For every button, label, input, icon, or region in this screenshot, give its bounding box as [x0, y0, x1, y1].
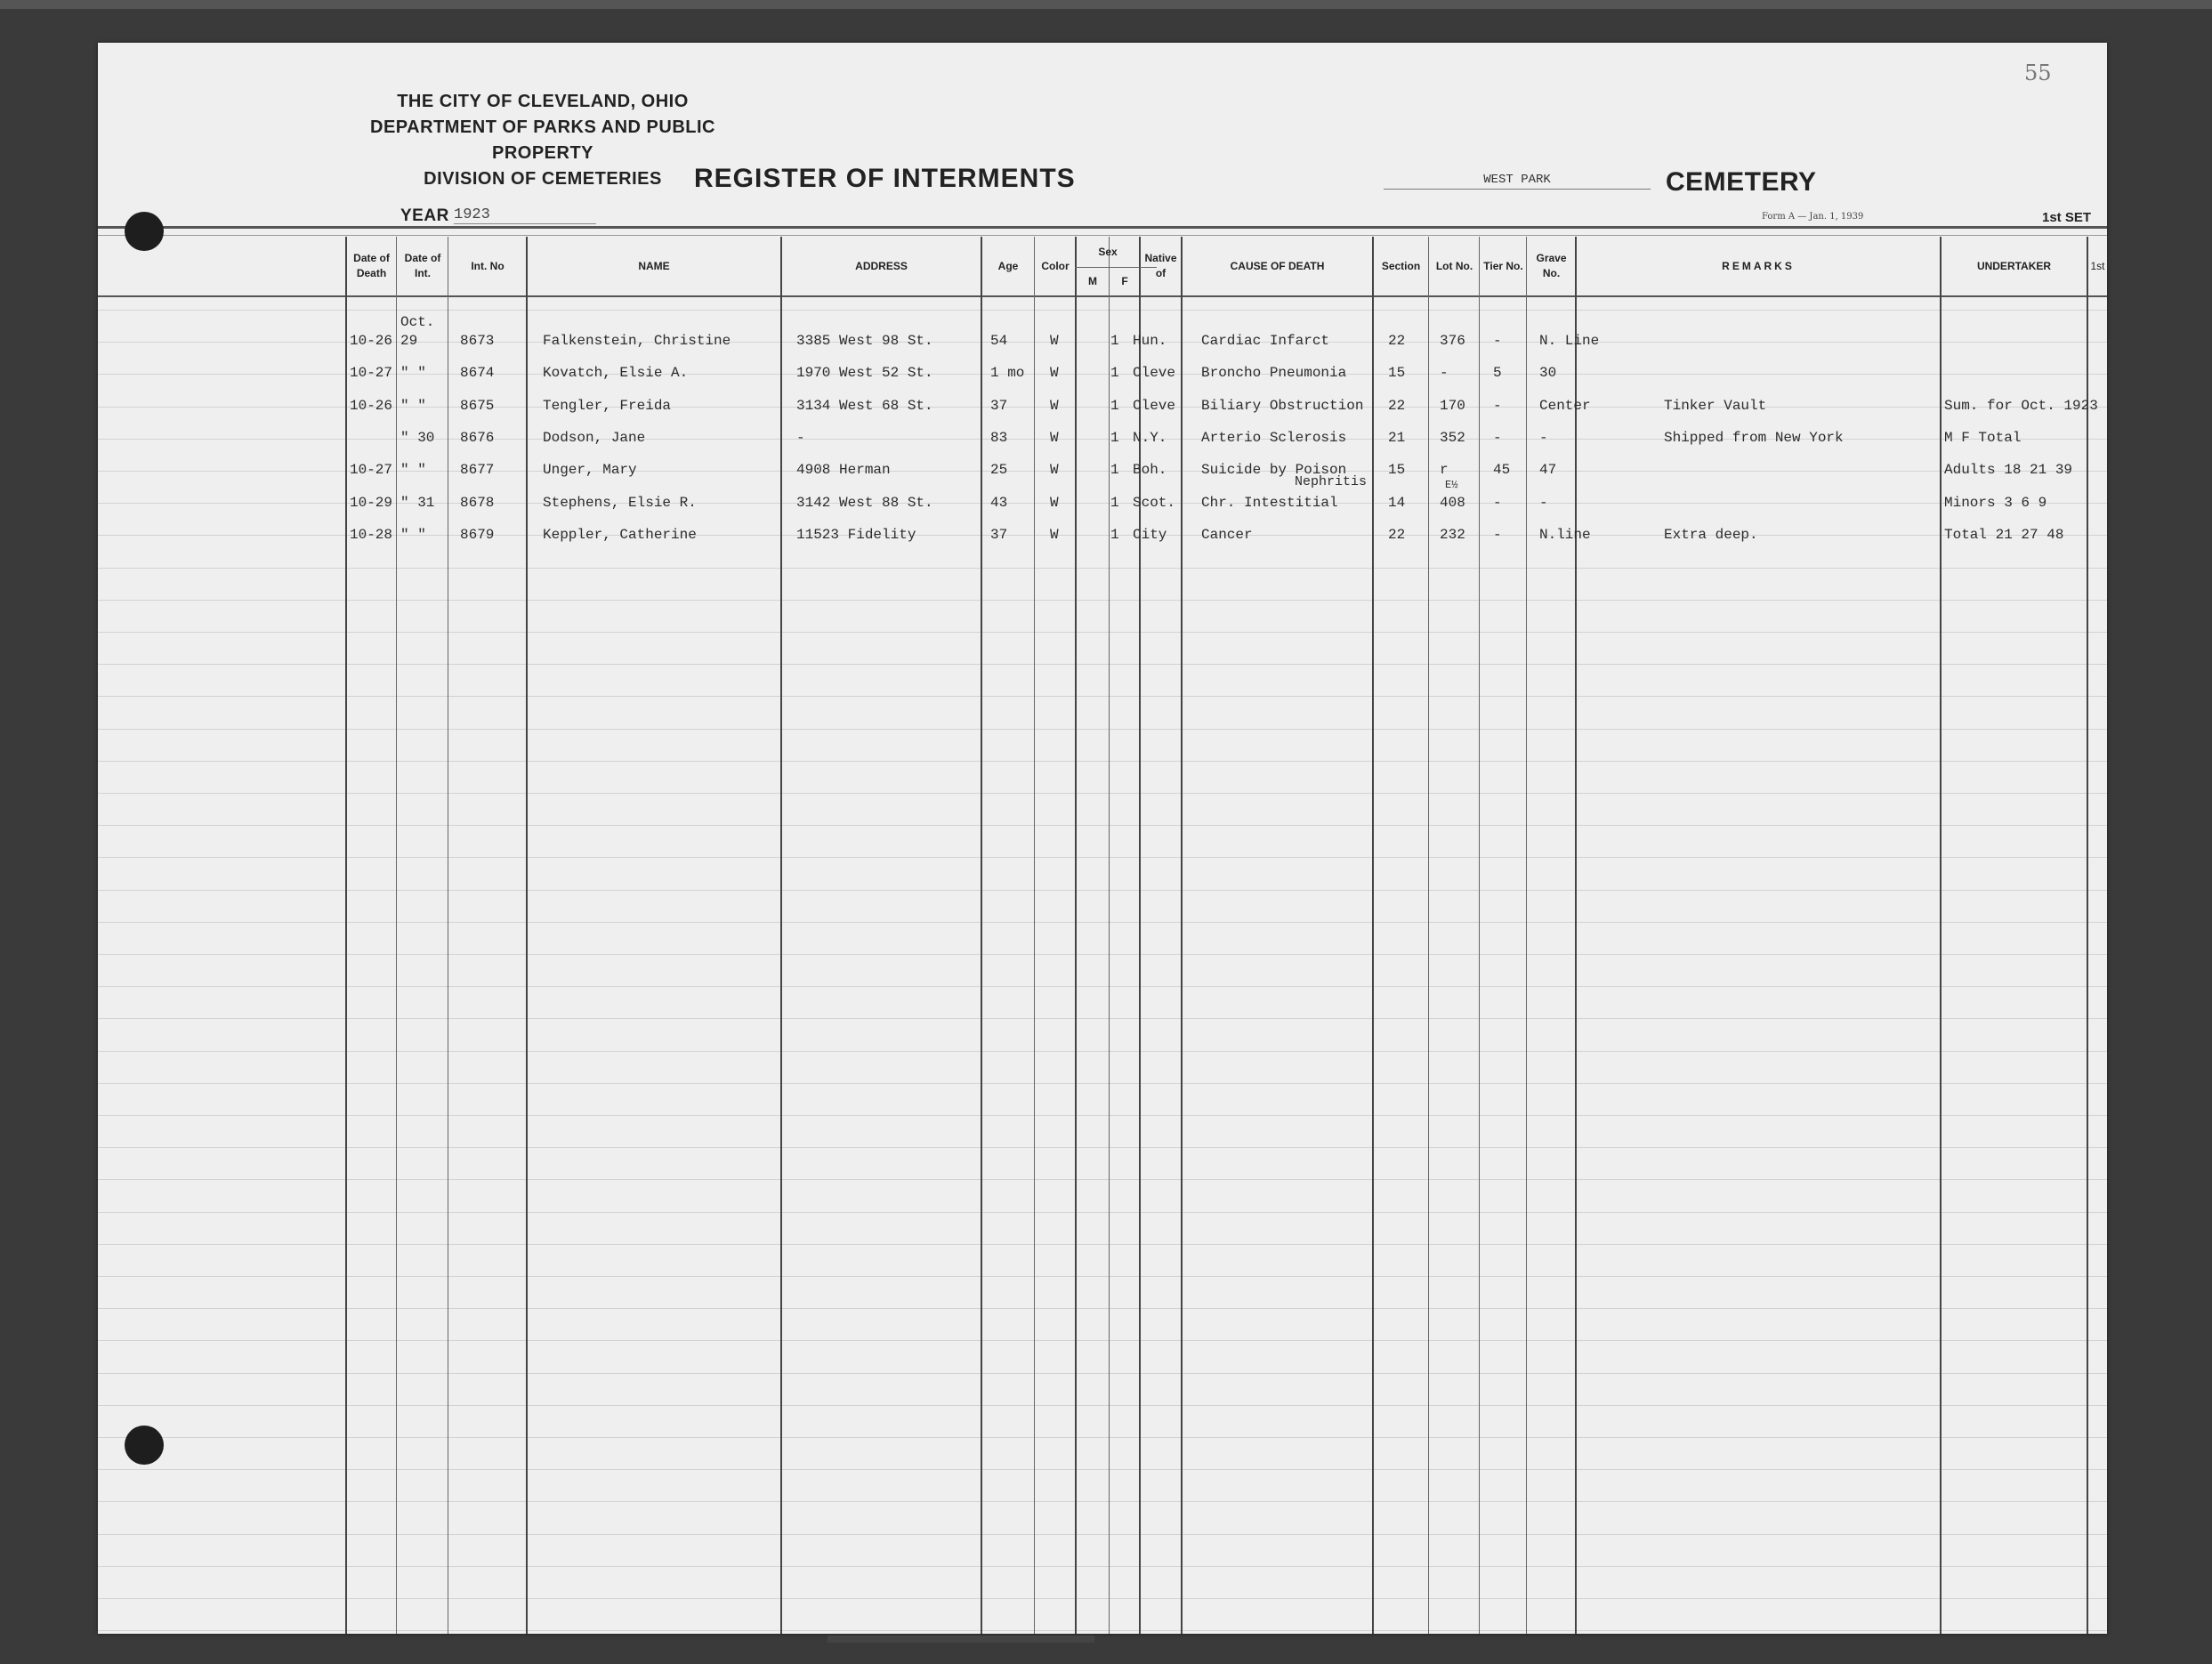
ledger-line [98, 890, 2107, 891]
cell-tier-no: - [1493, 333, 1502, 349]
cell-age: 1 mo [990, 365, 1025, 381]
cell-address: - [796, 430, 805, 446]
cell-lot-no: 352 [1440, 430, 1465, 446]
ledger-line [98, 857, 2107, 858]
cell-tier-no: - [1493, 495, 1502, 511]
cell-cause-of-death: Chr. Intestitial [1201, 495, 1338, 511]
col-header-lot-no: Lot No. [1435, 259, 1473, 272]
ledger-line [98, 1469, 2107, 1470]
ledger-line [98, 1115, 2107, 1116]
binder-hole [125, 1426, 164, 1465]
cell-undertaker: Minors 3 6 9 [1944, 495, 2047, 511]
ledger-line [98, 954, 2107, 955]
cell-color: W [1050, 527, 1059, 543]
cell-int-no: 8676 [460, 430, 495, 446]
cell-age: 54 [990, 333, 1008, 349]
cell-sex-f: 1 [1110, 527, 1119, 543]
column-divider [1372, 237, 1374, 1634]
cell-date-of-int: " 30 [400, 430, 435, 446]
division-title: DIVISION OF CEMETERIES [424, 169, 662, 189]
cell-date-of-int: " 31 [400, 495, 435, 511]
cell-lot-no: - [1440, 365, 1449, 381]
cell-undertaker: M F Total [1944, 430, 2022, 446]
cell-undertaker: Adults 18 21 39 [1944, 462, 2073, 478]
column-divider [981, 237, 982, 1634]
column-divider [1181, 237, 1183, 1634]
header-rule [98, 226, 2107, 229]
ledger-line [98, 1276, 2107, 1277]
cell-grave-no: - [1539, 495, 1548, 511]
cell-grave-no: 47 [1539, 462, 1557, 478]
ledger-line [98, 407, 2107, 408]
cell-remarks: Extra deep. [1664, 527, 1758, 543]
column-divider [1428, 237, 1429, 1634]
col-header-address: ADDRESS [855, 259, 908, 272]
cell-grave-no: 30 [1539, 365, 1557, 381]
cell-address: 3134 West 68 St. [796, 398, 933, 414]
cell-sex-f: 1 [1110, 398, 1119, 414]
cell-tier-no: 45 [1493, 462, 1511, 478]
cell-cause-of-death: Biliary Obstruction [1201, 398, 1364, 414]
cell-sex-f: 1 [1110, 430, 1119, 446]
ledger-line [98, 1083, 2107, 1084]
cell-date-of-int: " " [400, 398, 426, 414]
cell-date-of-int: " " [400, 527, 426, 543]
cell-grave-no: N.line [1539, 527, 1591, 543]
binding-strip [827, 1636, 1094, 1643]
cell-age: 37 [990, 527, 1008, 543]
cell-native-of: Cleve [1133, 398, 1176, 414]
cell-cause-of-death: Cancer [1201, 527, 1253, 543]
cell-date-of-int: " " [400, 365, 426, 381]
column-divider [1075, 237, 1077, 1634]
cell-section: 22 [1388, 527, 1406, 543]
ledger-line [98, 342, 2107, 343]
cell-color: W [1050, 495, 1059, 511]
cell-date-of-death: 10-28 [350, 527, 393, 543]
col-header-name: NAME [638, 259, 670, 272]
cell-tier-no: - [1493, 430, 1502, 446]
ledger-line [98, 664, 2107, 665]
cell-int-no: 8679 [460, 527, 495, 543]
ledger-line [98, 374, 2107, 375]
column-divider [1526, 237, 1527, 1634]
col-header-color: Color [1041, 259, 1070, 272]
cell-date-of-death: 10-27 [350, 365, 393, 381]
cell-lot-no: 408 [1440, 495, 1465, 511]
col-header-tier-no: Tier No. [1483, 259, 1523, 272]
ledger-line [98, 1051, 2107, 1052]
col-header-sex: Sex [1098, 245, 1118, 258]
ledger-line [98, 922, 2107, 923]
cell-age: 43 [990, 495, 1008, 511]
cell-int-no: 8673 [460, 333, 495, 349]
column-divider [1034, 237, 1035, 1634]
cell-address: 4908 Herman [796, 462, 891, 478]
department-title: DEPARTMENT OF PARKS AND PUBLIC PROPERTY [370, 117, 715, 163]
column-divider [2087, 237, 2088, 1634]
col-header-native-of: Native of [1144, 252, 1177, 279]
cell-section: 15 [1388, 462, 1406, 478]
col-header-section: Section [1381, 259, 1421, 272]
col-header-grave-no: Grave No. [1536, 252, 1567, 279]
cell-name: Kovatch, Elsie A. [543, 365, 689, 381]
ledger-line [98, 471, 2107, 472]
ledger-line [98, 986, 2107, 987]
cell-int-no: 8677 [460, 462, 495, 478]
cell-name: Tengler, Freida [543, 398, 672, 414]
ledger-line [98, 535, 2107, 536]
column-divider [396, 237, 397, 1634]
cell-grave-no: N. Line [1539, 333, 1600, 349]
col-header-cause-of-death: CAUSE OF DEATH [1230, 259, 1325, 272]
cell-age: 83 [990, 430, 1008, 446]
col-header-date-of-int: Date of Int. [404, 252, 441, 279]
ledger-line [98, 1018, 2107, 1019]
cell-date-of-int: 29 [400, 333, 418, 349]
cell-date-of-death: 10-26 [350, 398, 393, 414]
col-header-age: Age [997, 259, 1019, 272]
year-label: YEAR [400, 206, 449, 225]
cell-color: W [1050, 398, 1059, 414]
cell-sex-f: 1 [1110, 333, 1119, 349]
cell-name: Keppler, Catherine [543, 527, 697, 543]
header-block [356, 89, 730, 192]
ledger-line [98, 632, 2107, 633]
cell-lot-no: r [1440, 462, 1449, 478]
col-header-date-of-death: Date of Death [353, 252, 390, 279]
cell-remarks: Tinker Vault [1664, 398, 1767, 414]
col-header-int-no: Int. No [471, 259, 505, 272]
ledger-line [98, 310, 2107, 311]
ledger-line [98, 568, 2107, 569]
cell-address: 1970 West 52 St. [796, 365, 933, 381]
cell-name: Dodson, Jane [543, 430, 646, 446]
cell-section: 15 [1388, 365, 1406, 381]
cell-native-of: Boh. [1133, 462, 1167, 478]
column-divider [526, 237, 528, 1634]
column-divider [1109, 237, 1110, 1634]
cell-date-of-death: 10-26 [350, 333, 393, 349]
column-divider [1139, 237, 1141, 1634]
column-divider [780, 237, 782, 1634]
month-note: Oct. [400, 314, 435, 330]
cell-sex-f: 1 [1110, 462, 1119, 478]
column-divider [345, 237, 347, 1634]
cell-address: 3142 West 88 St. [796, 495, 933, 511]
cell-native-of: City [1133, 527, 1167, 543]
cell-name: Stephens, Elsie R. [543, 495, 697, 511]
cell-cause-of-death: Broncho Pneumonia [1201, 365, 1347, 381]
cell-lot-no: 170 [1440, 398, 1465, 414]
ledger-line [98, 1501, 2107, 1502]
city-title: THE CITY OF CLEVELAND, OHIO [397, 92, 689, 111]
cell-sex-f: 1 [1110, 365, 1119, 381]
cell-color: W [1050, 365, 1059, 381]
ledger-line [98, 1212, 2107, 1213]
column-header-rule [98, 295, 2107, 297]
ledger-line [98, 503, 2107, 504]
ledger-line [98, 1179, 2107, 1180]
ledger-line [98, 1373, 2107, 1374]
ledger-line [98, 1437, 2107, 1438]
cell-section: 22 [1388, 333, 1406, 349]
col-header-undertaker: UNDERTAKER [1976, 259, 2052, 272]
cell-native-of: Scot. [1133, 495, 1176, 511]
column-divider [1479, 237, 1480, 1634]
ledger-line [98, 825, 2107, 826]
cell-native-of: N.Y. [1133, 430, 1167, 446]
cell-section: 22 [1388, 398, 1406, 414]
cell-native-of: Hun. [1133, 333, 1167, 349]
cell-tier-no: - [1493, 527, 1502, 543]
cell-undertaker: Total 21 27 48 [1944, 527, 2064, 543]
cemetery-name: WEST PARK [1384, 173, 1651, 190]
set-label: 1st SET [2042, 210, 2092, 225]
col-header-remarks: REMARKS [1722, 259, 1795, 272]
ledger-line [98, 696, 2107, 697]
cell-sex-f: 1 [1110, 495, 1119, 511]
column-divider [1575, 237, 1577, 1634]
cell-date-of-death: 10-27 [350, 462, 393, 478]
ledger-line [98, 793, 2107, 794]
cell-grave-no: Center [1539, 398, 1591, 414]
cemetery-label: CEMETERY [1666, 167, 1817, 197]
lot-note: E½ [1445, 479, 1458, 491]
ledger-line [98, 761, 2107, 762]
cell-date-of-int: " " [400, 462, 426, 478]
year-value: 1923 [454, 206, 596, 224]
cell-lot-no: 232 [1440, 527, 1465, 543]
ledger-line [98, 1405, 2107, 1406]
header-rule-secondary [98, 235, 2107, 236]
cell-address: 3385 West 98 St. [796, 333, 933, 349]
form-note: Form A — Jan. 1, 1939 [1762, 212, 1864, 222]
ledger-line [98, 1630, 2107, 1631]
col-header-sex-f: F [1121, 275, 1128, 287]
binder-hole [125, 212, 164, 251]
ledger-line [98, 1147, 2107, 1148]
cell-name: Unger, Mary [543, 462, 637, 478]
cell-tier-no: - [1493, 398, 1502, 414]
ledger-line [98, 1244, 2107, 1245]
cell-cause-of-death: Arterio Sclerosis [1201, 430, 1347, 446]
cell-grave-no: - [1539, 430, 1548, 446]
ledger-line [98, 1340, 2107, 1341]
cell-age: 37 [990, 398, 1008, 414]
cell-address: 11523 Fidelity [796, 527, 916, 543]
cell-age: 25 [990, 462, 1008, 478]
cell-tier-no: 5 [1493, 365, 1502, 381]
cell-section: 14 [1388, 495, 1406, 511]
scan-edge [0, 0, 2212, 9]
ledger-line [98, 600, 2107, 601]
cell-cause-of-death: Cardiac Infarct [1201, 333, 1330, 349]
cell-int-no: 8678 [460, 495, 495, 511]
cell-undertaker: Sum. for Oct. 1923 [1944, 398, 2098, 414]
ledger-line [98, 1598, 2107, 1599]
cell-date-of-death: 10-29 [350, 495, 393, 511]
cell-lot-no: 376 [1440, 333, 1465, 349]
cell-color: W [1050, 333, 1059, 349]
cell-int-no: 8674 [460, 365, 495, 381]
column-divider [1940, 237, 1942, 1634]
cause-note-nephritis: Nephritis [1295, 474, 1368, 489]
cell-color: W [1050, 430, 1059, 446]
col-header-extra: 1st [2090, 259, 2105, 272]
ledger-line [98, 729, 2107, 730]
cell-section: 21 [1388, 430, 1406, 446]
register-title: REGISTER OF INTERMENTS [694, 164, 1076, 193]
register-sheet [98, 43, 2107, 1634]
cell-color: W [1050, 462, 1059, 478]
ledger-line [98, 1534, 2107, 1535]
cell-int-no: 8675 [460, 398, 495, 414]
page-number: 55 [2024, 61, 2052, 85]
cell-remarks: Shipped from New York [1664, 430, 1844, 446]
ledger-line [98, 1566, 2107, 1567]
col-header-sex-m: M [1088, 275, 1097, 287]
cell-native-of: Cleve [1133, 365, 1176, 381]
cell-name: Falkenstein, Christine [543, 333, 731, 349]
cell-cause-of-death: Suicide by Poison [1201, 462, 1347, 478]
ledger-line [98, 1308, 2107, 1309]
